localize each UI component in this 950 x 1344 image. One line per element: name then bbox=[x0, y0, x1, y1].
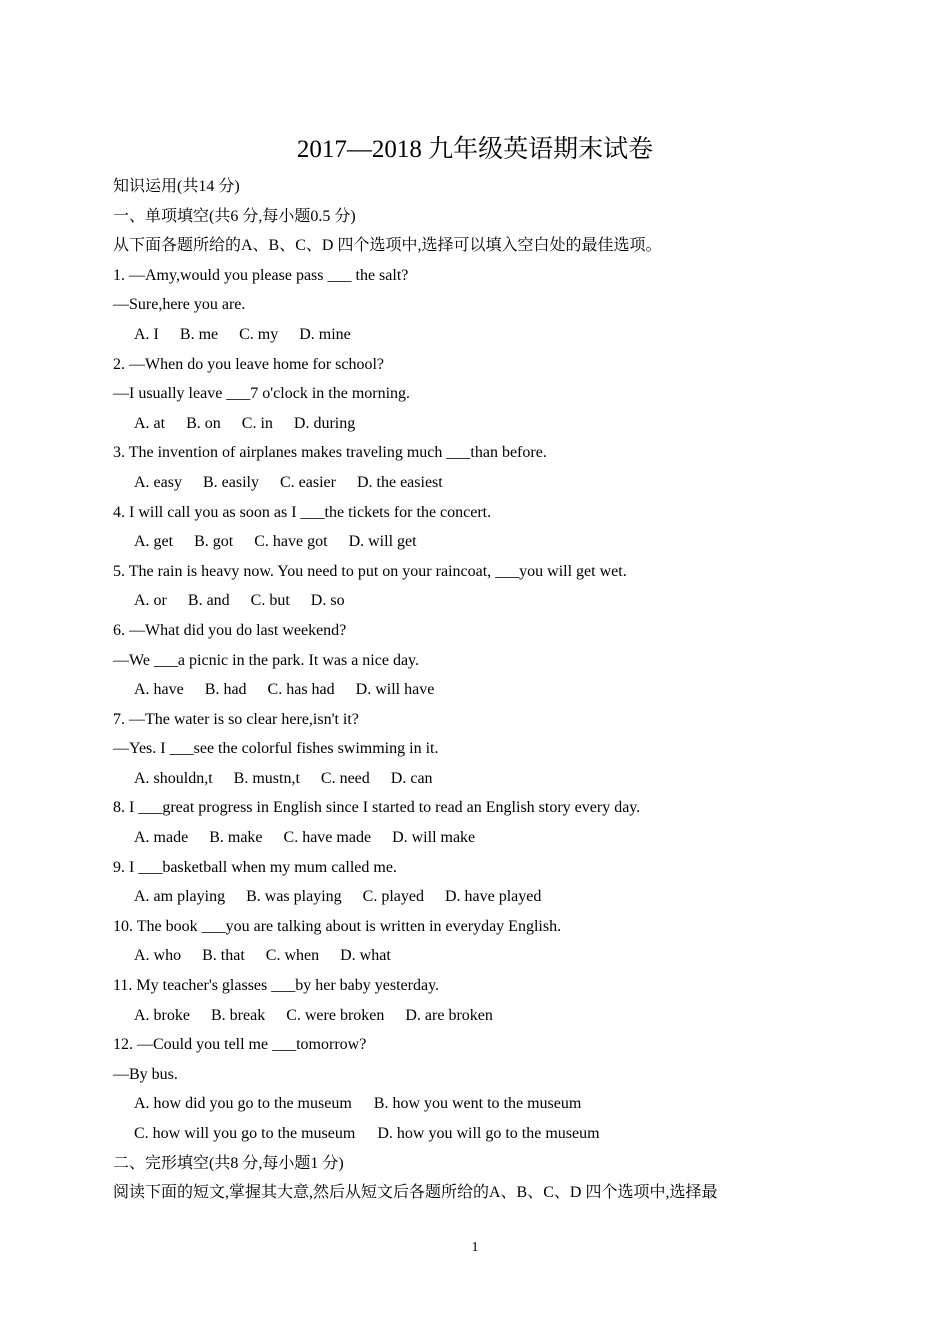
question-3-options bbox=[113, 468, 873, 498]
option-a: A. shouldn,t bbox=[134, 769, 213, 787]
question-6-stem: 6. —What did you do last weekend? bbox=[113, 621, 347, 639]
question-1-stem: 1. —Amy,would you please pass ___ the salt? bbox=[113, 266, 409, 284]
question-2-reply: —I usually leave ___7 o'clock in the morning. bbox=[113, 385, 411, 403]
section2-heading: 二、完形填空(共8 分,每小题1 分) bbox=[113, 1154, 344, 1172]
question-11-stem: 11. My teacher's glasses ___by her baby yesterday. bbox=[113, 977, 440, 995]
question-12-stem: 12. —Could you tell me ___tomorrow? bbox=[113, 1036, 367, 1054]
question-12-options-row-1 bbox=[113, 1089, 873, 1119]
question-10-options bbox=[113, 941, 873, 971]
question-12-options-row-2 bbox=[113, 1119, 873, 1149]
option-a: A. have bbox=[134, 681, 184, 699]
option-b: B. on bbox=[186, 414, 221, 432]
option-c: C. were broken bbox=[286, 1006, 385, 1024]
section1-instruction: 从下面各题所给的A、B、C、D 四个选项中,选择可以填入空白处的最佳选项。 bbox=[113, 237, 662, 255]
option-c: C. but bbox=[250, 592, 290, 610]
section1-heading: 一、单项填空(共6 分,每小题0.5 分) bbox=[113, 207, 356, 225]
option-d: D. can bbox=[390, 769, 433, 787]
question-2-options bbox=[113, 409, 873, 439]
question-1-reply: —Sure,here you are. bbox=[113, 296, 246, 314]
option-b: B. easily bbox=[202, 473, 259, 491]
option-a: A. easy bbox=[134, 473, 182, 491]
option-a: A. how did you go to the museum bbox=[134, 1095, 352, 1113]
question-6-reply: —We ___a picnic in the park. It was a nice day. bbox=[113, 651, 420, 669]
question-4-stem: 4. I will call you as soon as I ___the tickets for the concert. bbox=[113, 503, 492, 521]
option-c: C. my bbox=[239, 325, 279, 343]
section2-instruction: 阅读下面的短文,掌握其大意,然后从短文后各题所给的A、B、C、D 四个选项中,选择最 bbox=[113, 1184, 718, 1202]
option-c: C. have made bbox=[283, 829, 372, 847]
option-b: B. make bbox=[209, 829, 263, 847]
question-9-stem: 9. I ___basketball when my mum called me. bbox=[113, 858, 397, 876]
option-a: A. I bbox=[134, 325, 159, 343]
question-10-stem: 10. The book ___you are talking about is written in everyday English. bbox=[113, 917, 562, 935]
option-a: A. made bbox=[134, 829, 189, 847]
exam-content bbox=[113, 172, 873, 1208]
option-d: D. during bbox=[293, 414, 356, 432]
option-d: D. will have bbox=[355, 681, 435, 699]
option-a: A. who bbox=[134, 947, 182, 965]
option-c: C. need bbox=[320, 769, 370, 787]
question-6-options bbox=[113, 675, 873, 705]
option-d: D. how you will go to the museum bbox=[377, 1125, 600, 1142]
question-12-reply: —By bus. bbox=[113, 1065, 178, 1083]
option-b: B. got bbox=[194, 533, 234, 551]
option-c: C. how will you go to the museum bbox=[134, 1125, 356, 1142]
option-c: C. easier bbox=[279, 473, 336, 491]
option-c: C. played bbox=[362, 888, 424, 906]
option-c: C. has had bbox=[267, 681, 335, 699]
option-d: D. will get bbox=[348, 533, 417, 551]
option-a: A. broke bbox=[134, 1006, 190, 1024]
question-7-options bbox=[113, 764, 873, 794]
option-c: C. have got bbox=[254, 533, 328, 551]
question-1-options bbox=[113, 320, 873, 350]
option-a: A. or bbox=[134, 592, 167, 610]
option-d: D. so bbox=[310, 592, 345, 610]
option-a: A. am playing bbox=[134, 888, 226, 906]
option-b: B. and bbox=[187, 592, 230, 610]
option-b: B. mustn,t bbox=[233, 769, 300, 787]
option-d: D. are broken bbox=[405, 1006, 493, 1024]
option-a: A. at bbox=[134, 414, 166, 432]
option-b: B. that bbox=[202, 947, 245, 965]
question-11-options bbox=[113, 1001, 873, 1031]
question-4-options bbox=[113, 527, 873, 557]
question-8-options bbox=[113, 823, 873, 853]
section-main-heading: 知识运用(共14 分) bbox=[113, 178, 240, 195]
page-title: 2017—2018 九年级英语期末试卷 bbox=[296, 136, 654, 163]
question-7-reply: —Yes. I ___see the colorful fishes swimming in it. bbox=[113, 740, 439, 758]
question-8-stem: 8. I ___great progress in English since I started to read an English story every day. bbox=[113, 799, 641, 817]
question-5-stem: 5. The rain is heavy now. You need to put on your raincoat, ___you will get wet. bbox=[113, 562, 627, 580]
option-c: C. when bbox=[265, 947, 320, 965]
option-d: D. have played bbox=[444, 888, 542, 906]
question-5-options bbox=[113, 586, 873, 616]
question-2-stem: 2. —When do you leave home for school? bbox=[113, 355, 385, 373]
option-d: D. the easiest bbox=[356, 473, 443, 491]
option-a: A. get bbox=[134, 533, 174, 551]
option-c: C. in bbox=[241, 414, 273, 432]
option-d: D. mine bbox=[299, 325, 351, 343]
option-b: B. was playing bbox=[246, 888, 342, 906]
question-7-stem: 7. —The water is so clear here,isn't it? bbox=[113, 710, 359, 728]
question-9-options bbox=[113, 882, 873, 912]
option-d: D. will make bbox=[392, 829, 476, 847]
option-b: B. had bbox=[204, 681, 247, 699]
option-b: B. me bbox=[179, 325, 219, 343]
question-3-stem: 3. The invention of airplanes makes traveling much ___than before. bbox=[113, 444, 547, 462]
option-d: D. what bbox=[340, 947, 391, 965]
page-number: 1 bbox=[471, 1240, 479, 1255]
option-b: B. how you went to the museum bbox=[373, 1095, 582, 1113]
option-b: B. break bbox=[210, 1006, 266, 1024]
